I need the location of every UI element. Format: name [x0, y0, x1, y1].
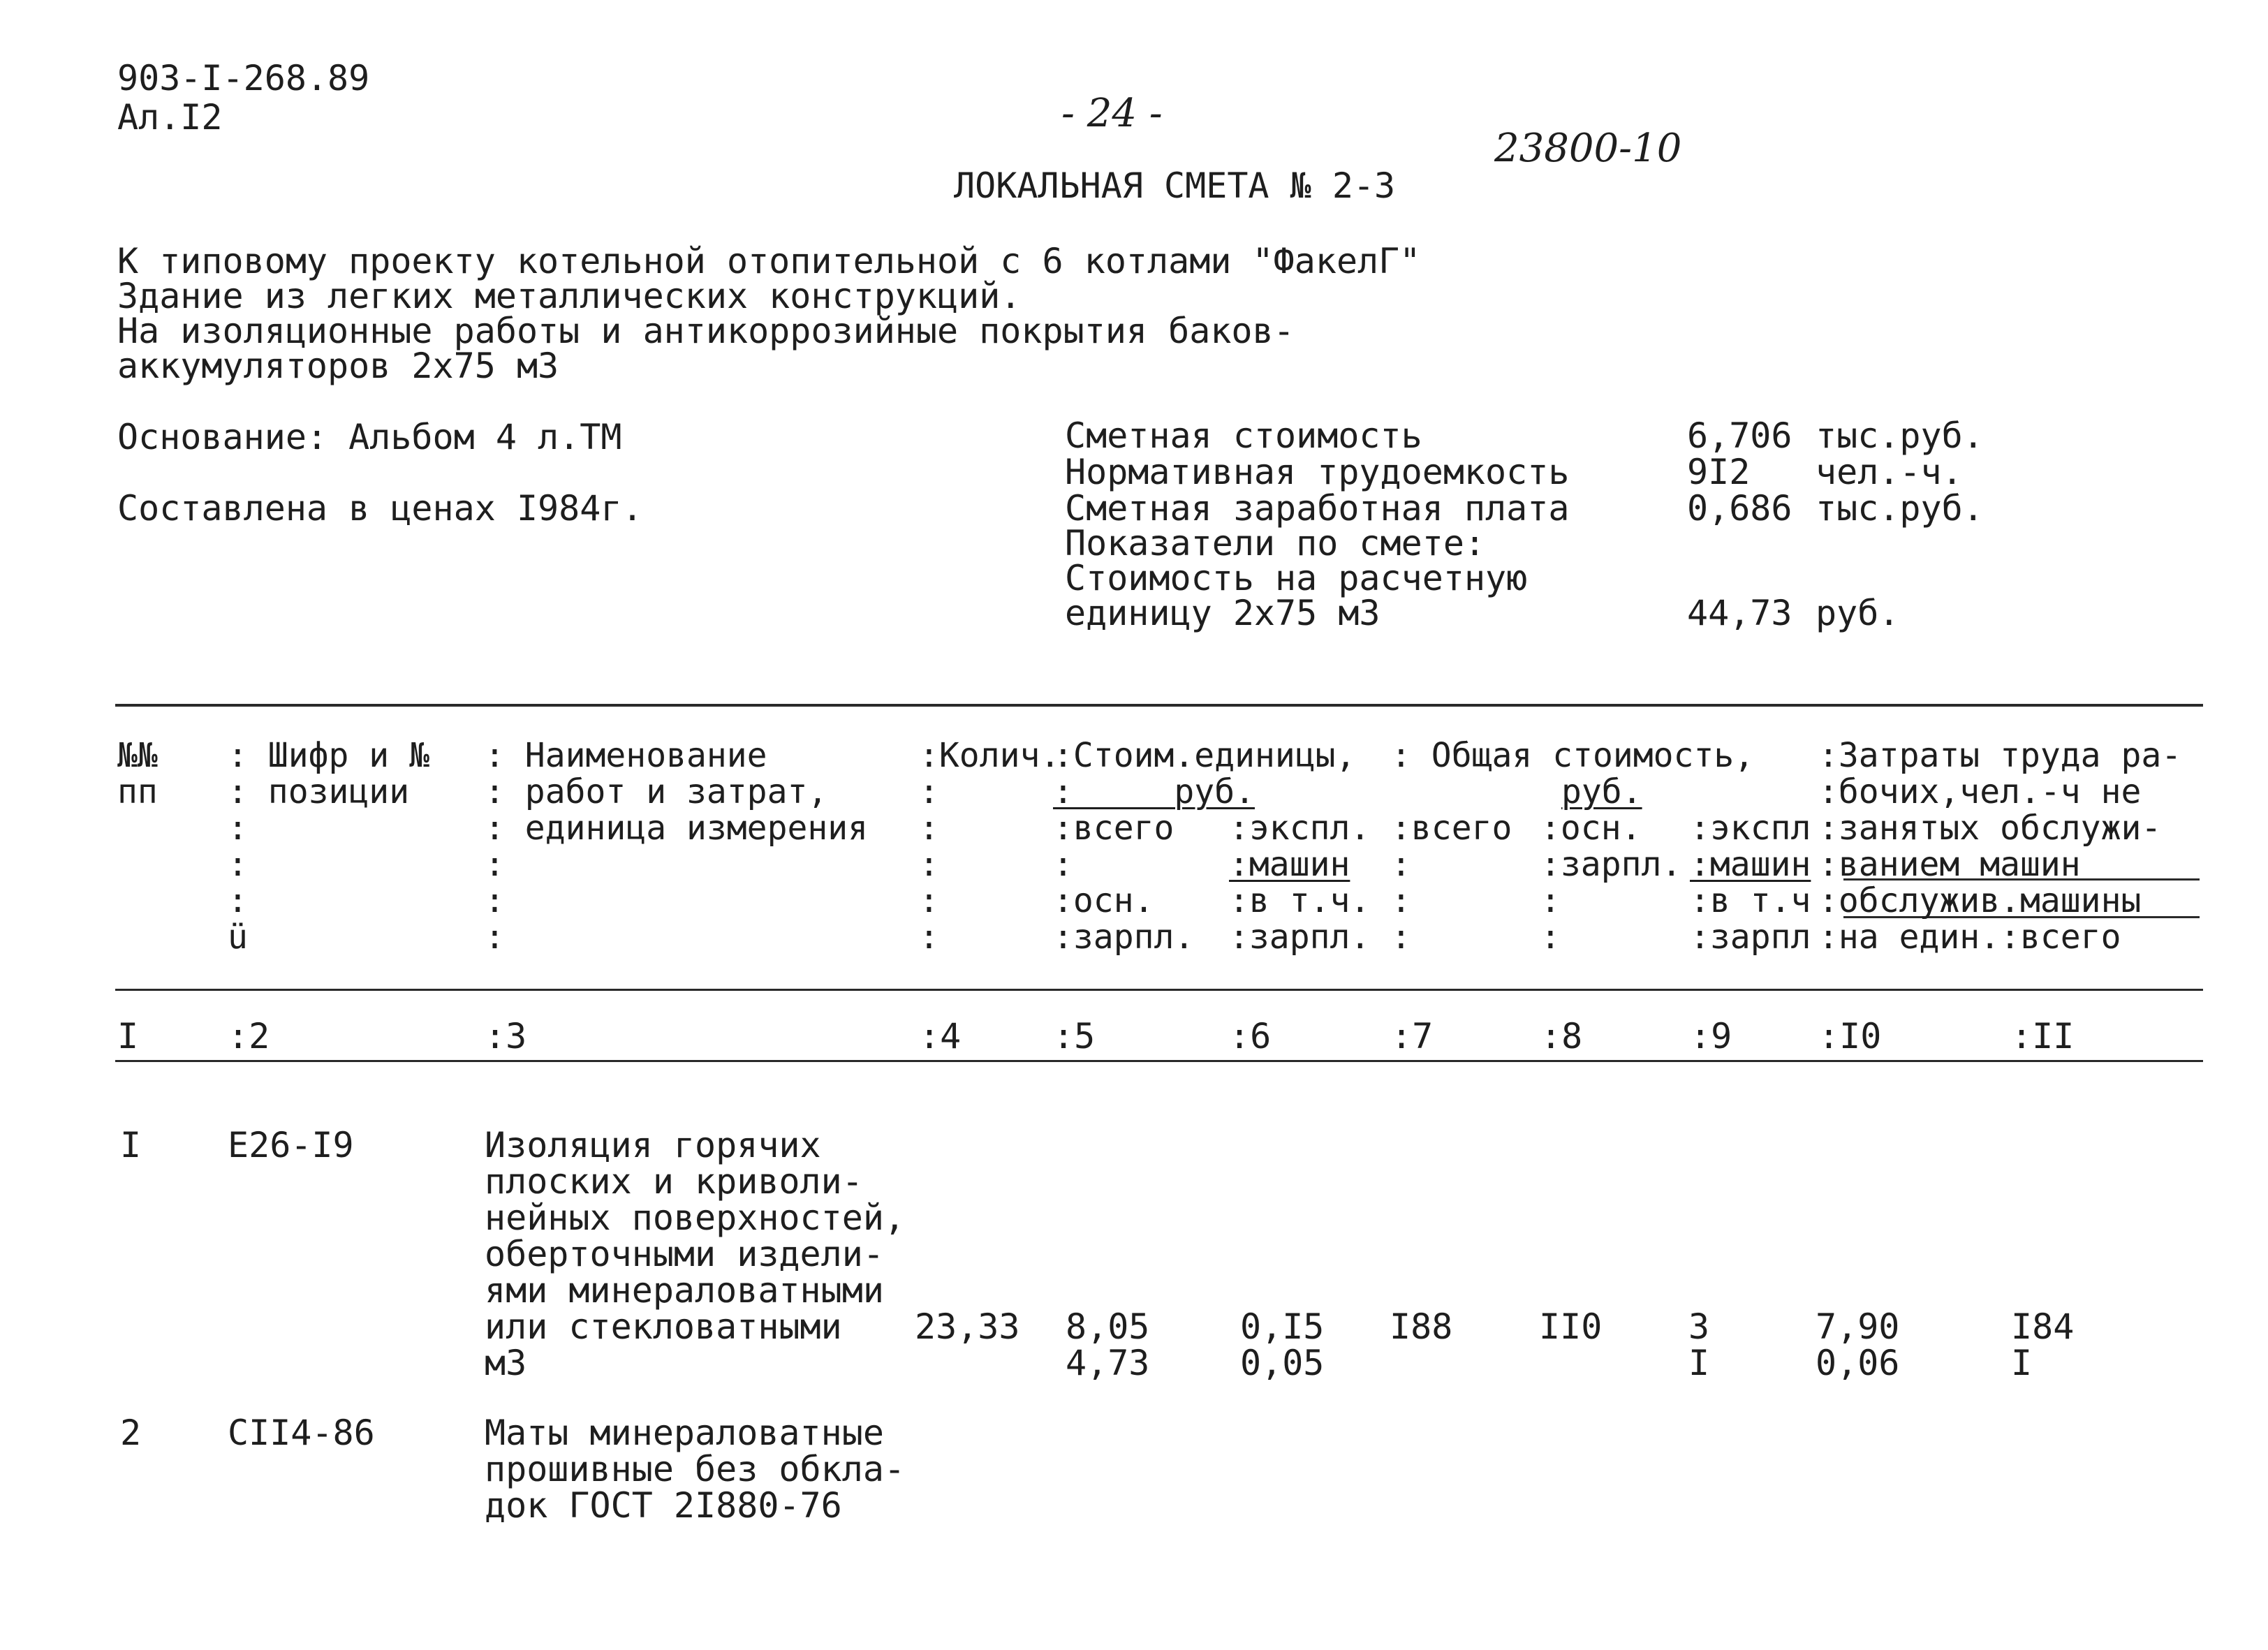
- header-c5-row-3: :осн.: [1053, 881, 1154, 920]
- summary-unit-6: руб.: [1816, 593, 1900, 633]
- header-c3-line-4: :: [485, 845, 505, 884]
- header-c6-row-1: :экспл.: [1229, 809, 1371, 848]
- summary-unit-3: тыс.руб.: [1816, 488, 1984, 529]
- summary-value-1: 6,706: [1687, 415, 1792, 456]
- header-c2-line-4: :: [228, 845, 248, 884]
- header-c10-row-5: :на един.:всего: [1818, 918, 2121, 957]
- summary-value-2: 9I2: [1687, 452, 1751, 492]
- page-number: - 24 -: [1061, 91, 1163, 136]
- summary-unit-2: чел.-ч.: [1816, 452, 1963, 492]
- summary-value-6: 44,73: [1687, 593, 1792, 633]
- header-c3-line-5: :: [485, 881, 505, 920]
- table-header-rule: [115, 989, 2203, 991]
- header-c2-line-3: :: [228, 809, 248, 848]
- header-c3-line-6: :: [485, 918, 505, 957]
- header-c5-row-2: :: [1053, 845, 1073, 884]
- header-c2-line-2: : позиции: [228, 772, 410, 811]
- registration-number: 23800-10: [1494, 126, 1682, 171]
- header-c7-row-4: :: [1391, 918, 1411, 957]
- header-c10-top: :Затраты труда ра-: [1818, 736, 2182, 775]
- row1-labor-unit-2: 0,06: [1816, 1343, 1900, 1383]
- col-number-10: :I0: [1818, 1016, 1882, 1056]
- header-c5-row-4: :зарпл.: [1053, 918, 1195, 957]
- row1-name-6: или стекловатными: [485, 1306, 842, 1347]
- row1-qty: 23,33: [915, 1306, 1020, 1347]
- summary-label-5: Стоимость на расчетную: [1065, 558, 1528, 598]
- column-number-rule: [115, 1060, 2203, 1062]
- row1-total-mach: 3: [1688, 1306, 1710, 1347]
- summary-unit-1: тыс.руб.: [1816, 415, 1984, 456]
- intro-line-3: На изоляционные работы и антикоррозийные покрытия баков-: [117, 311, 1295, 351]
- row1-name-5: ями минераловатными: [485, 1270, 884, 1311]
- header-c6-row-2: :машин: [1229, 845, 1350, 884]
- header-c2-line-1: : Шифр и №: [228, 736, 429, 775]
- col-number-7: :7: [1391, 1016, 1434, 1056]
- header-c3-line-1: : Наименование: [485, 736, 767, 775]
- table-top-rule: [115, 704, 2203, 707]
- intro-line-1: К типовому проекту котельной отопительной с 6 котлами "ФакелГ": [117, 241, 1421, 281]
- row1-code: Е26-I9: [228, 1125, 354, 1165]
- row2-name-3: док ГОСТ 2I880-76: [485, 1485, 842, 1526]
- row1-labor-total-2: I: [2011, 1343, 2033, 1383]
- header-c8-sub: руб.: [1561, 772, 1642, 811]
- intro-line-4: аккумуляторов 2x75 м3: [117, 346, 559, 386]
- row1-total-wage: II0: [1539, 1306, 1603, 1347]
- header-c4-line-4: :: [919, 845, 939, 884]
- col-number-9: :9: [1690, 1016, 1732, 1056]
- row2-num: 2: [120, 1413, 142, 1453]
- header-c10-row-4: :обслужив.машины: [1818, 881, 2142, 920]
- header-c9-row-4: :зарпл: [1690, 918, 1811, 957]
- header-c8-row-4: :: [1540, 918, 1561, 957]
- header-c8-row-3: :: [1540, 881, 1561, 920]
- header-c7-top: : Общая стоимость,: [1391, 736, 1755, 775]
- header-c10-row-1: :бочих,чел.-ч не: [1818, 772, 2142, 811]
- row1-labor-unit: 7,90: [1816, 1306, 1900, 1347]
- doc-code: 903-I-268.89: [117, 58, 370, 98]
- row1-labor-total: I84: [2011, 1306, 2075, 1347]
- header-c6-row-3: :в т.ч.: [1229, 881, 1371, 920]
- summary-label-2: Нормативная трудоемкость: [1065, 452, 1570, 492]
- header-c9-row-3: :в т.ч: [1690, 881, 1811, 920]
- header-c4-line-1: :Колич.: [919, 736, 1061, 775]
- header-c9-row-1: :экспл: [1690, 809, 1811, 848]
- row1-name-4: оберточными издели-: [485, 1234, 884, 1274]
- col-number-11: :II: [2011, 1016, 2075, 1056]
- row2-name-1: Маты минераловатные: [485, 1413, 884, 1453]
- basis-text: Основание: Альбом 4 л.ТМ: [117, 417, 622, 457]
- header-c3-line-2: : работ и затрат,: [485, 772, 828, 811]
- header-c6-row-4: :зарпл.: [1229, 918, 1371, 957]
- row1-name-1: Изоляция горячих: [485, 1125, 821, 1165]
- header-c4-line-6: :: [919, 918, 939, 957]
- sheet-label: Ал.I2: [117, 97, 223, 138]
- header-c5-sub: : руб.: [1053, 772, 1255, 811]
- col-number-2: :2: [228, 1016, 270, 1056]
- row1-unit-wage: 4,73: [1066, 1343, 1150, 1383]
- header-c7-row-3: :: [1391, 881, 1411, 920]
- row1-total: I88: [1390, 1306, 1453, 1347]
- col-number-3: :3: [485, 1016, 527, 1056]
- header-c5-row-1: :всего: [1053, 809, 1174, 848]
- header-c4-line-3: :: [919, 809, 939, 848]
- header-c3-line-3: : единица измерения: [485, 809, 869, 848]
- summary-label-4: Показатели по смете:: [1065, 523, 1486, 563]
- row2-code: СII4-86: [228, 1413, 375, 1453]
- header-c4-line-5: :: [919, 881, 939, 920]
- header-c5-top: :Стоим.единицы,: [1053, 736, 1356, 775]
- row1-unit-mach-wage: 0,05: [1240, 1343, 1325, 1383]
- header-c8-row-1: :осн.: [1540, 809, 1642, 848]
- row1-name-7: м3: [485, 1343, 527, 1383]
- prices-text: Составлена в ценах I984г.: [117, 488, 643, 529]
- col-number-4: :4: [919, 1016, 962, 1056]
- summary-label-1: Сметная стоимость: [1065, 415, 1422, 456]
- col-number-1: I: [117, 1016, 139, 1056]
- row1-num: I: [120, 1125, 142, 1165]
- header-c2-line-6: ü: [228, 918, 248, 957]
- header-c2-line-5: :: [228, 881, 248, 920]
- col-number-6: :6: [1229, 1016, 1272, 1056]
- summary-label-6: единицу 2x75 м3: [1065, 593, 1380, 633]
- header-c1-line-2: пп: [117, 772, 158, 811]
- col-number-8: :8: [1540, 1016, 1583, 1056]
- row1-name-2: плоских и криволи-: [485, 1161, 863, 1202]
- header-c8-row-2: :зарпл.: [1540, 845, 1682, 884]
- col-number-5: :5: [1053, 1016, 1096, 1056]
- row1-name-3: нейных поверхностей,: [485, 1198, 906, 1238]
- summary-value-3: 0,686: [1687, 488, 1792, 529]
- intro-line-2: Здание из легких металлических конструкций.: [117, 276, 1022, 316]
- header-c7-row-1: :всего: [1391, 809, 1512, 848]
- row1-total-mach-wage: I: [1688, 1343, 1710, 1383]
- document-title: ЛОКАЛЬНАЯ СМЕТА № 2-3: [954, 165, 1396, 206]
- header-c4-line-2: :: [919, 772, 939, 811]
- header-c1-line-1: №№: [117, 736, 158, 775]
- header-c9-row-2: :машин: [1690, 845, 1811, 884]
- header-c10-row-2: :занятых обслужи-: [1818, 809, 2162, 848]
- row2-name-2: прошивные без обкла-: [485, 1449, 906, 1489]
- summary-label-3: Сметная заработная плата: [1065, 488, 1570, 529]
- row1-unit-mach: 0,I5: [1240, 1306, 1325, 1347]
- header-c7-row-2: :: [1391, 845, 1411, 884]
- header-c10-row-3: :ванием машин: [1818, 845, 2081, 884]
- row1-unit-total: 8,05: [1066, 1306, 1150, 1347]
